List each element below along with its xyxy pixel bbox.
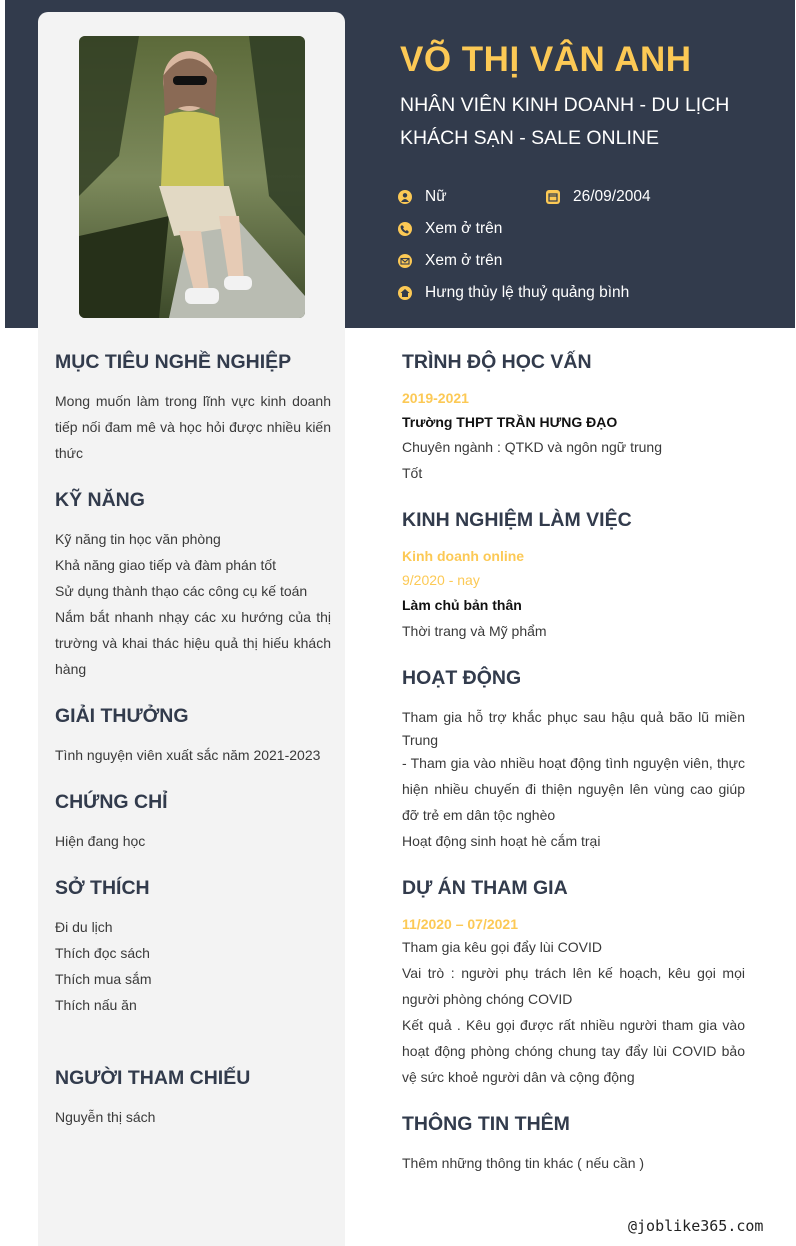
objective-text: Mong muốn làm trong lĩnh vực kinh doanh tiếp nối đam mê và học hỏi được nhiều kiến thức (55, 393, 331, 461)
home-icon (398, 286, 412, 300)
experience-company: Làm chủ bản thân (402, 597, 522, 613)
activities-item-2: - Tham gia vào nhiều hoạt động tình nguyện viên, thực hiện nhiều chuyến đi thiện nguyện lên vùng cao giúp đỡ trẻ em dân tộc nghèo (402, 755, 745, 823)
job-title: NHÂN VIÊN KINH DOANH - DU LỊCH KHÁCH SẠN - SALE ONLINE (400, 94, 730, 149)
projects-result: Kết quả . Kêu gọi được rất nhiều người tham gia vào hoạt động phòng chóng chung tay đẩy lùi COVID bảo vệ sức khoẻ người dân và cộng động (402, 1017, 745, 1085)
list-item: Kỹ năng tin học văn phòng (55, 531, 221, 547)
mail-icon (398, 254, 412, 268)
experience-period: 9/2020 - nay (402, 572, 480, 588)
education-period: 2019-2021 (402, 390, 469, 406)
experience-role: Kinh doanh online (402, 548, 525, 564)
certificates-text: Hiện đang học (55, 833, 146, 849)
list-item: Đi du lịch (55, 919, 113, 935)
certificates-title: CHỨNG CHỈ (55, 791, 168, 813)
email-value: Xem ở trên (425, 252, 503, 269)
phone-value: Xem ở trên (425, 220, 503, 237)
birthdate-value: 26/09/2004 (573, 188, 651, 205)
skills-list (55, 526, 331, 682)
projects-name: Tham gia kêu gọi đẩy lùi COVID (402, 939, 602, 955)
list-item: Thích đọc sách (55, 945, 150, 961)
experience-title: KINH NGHIỆM LÀM VIỆC (402, 509, 632, 531)
hobbies-list (55, 914, 331, 1018)
list-item: Sử dụng thành thạo các công cụ kế toán (55, 583, 308, 599)
activities-item-1: Tham gia hỗ trợ khắc phục sau hậu quả bão lũ miền Trung (402, 709, 745, 748)
projects-title: DỰ ÁN THAM GIA (402, 877, 568, 899)
list-item: Thích mua sắm (55, 971, 152, 987)
references-title: NGƯỜI THAM CHIẾU (55, 1067, 251, 1089)
extra-title: THÔNG TIN THÊM (402, 1113, 570, 1135)
education-grade: Tốt (402, 465, 423, 481)
list-item: Nắm bắt nhanh nhạy các xu hướng của thị trường và khai thác hiệu quả thị hiếu khách hàng (55, 609, 331, 677)
address-value: Hưng thủy lệ thuỷ quảng bình (425, 284, 630, 301)
education-school: Trường THPT TRẦN HƯNG ĐẠO (402, 414, 618, 430)
candidate-name: VÕ THỊ VÂN ANH (400, 40, 692, 79)
activities-title: HOẠT ĐỘNG (402, 667, 522, 689)
references-text: Nguyễn thị sách (55, 1109, 156, 1125)
gender-value: Nữ (425, 188, 447, 205)
awards-title: GIẢI THƯỞNG (55, 705, 189, 727)
watermark: @joblike365.com (628, 1217, 764, 1235)
list-item: Khả năng giao tiếp và đàm phán tốt (55, 557, 277, 573)
phone-icon (398, 222, 412, 236)
experience-desc: Thời trang và Mỹ phẩm (402, 623, 547, 639)
projects-role: Vai trò : người phụ trách lên kế hoạch, kêu gọi mọi người phòng chóng COVID (402, 965, 745, 1007)
education-major: Chuyên ngành : QTKD và ngôn ngữ trung (402, 439, 662, 455)
profile-photo (79, 36, 305, 318)
hobbies-title: SỞ THÍCH (55, 877, 150, 899)
extra-text: Thêm những thông tin khác ( nếu cần ) (402, 1155, 645, 1171)
awards-text: Tình nguyện viên xuất sắc năm 2021-2023 (55, 747, 321, 763)
objective-title: MỤC TIÊU NGHỀ NGHIỆP (55, 351, 292, 373)
activities-item-3: Hoạt động sinh hoạt hè cắm trại (402, 833, 601, 849)
skills-title: KỸ NĂNG (55, 489, 145, 511)
list-item: Thích nấu ăn (55, 997, 137, 1013)
education-title: TRÌNH ĐỘ HỌC VẤN (402, 351, 592, 373)
projects-period: 11/2020 – 07/2021 (402, 916, 519, 932)
calendar-icon (546, 190, 560, 204)
user-icon (398, 190, 412, 204)
